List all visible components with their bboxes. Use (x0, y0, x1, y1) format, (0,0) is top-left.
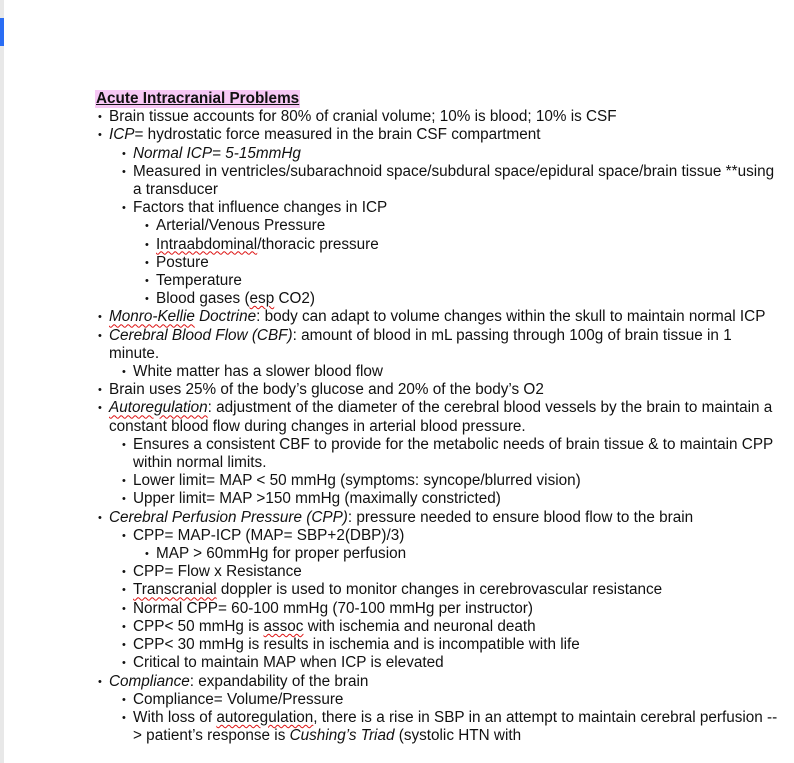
list-item (95, 490, 785, 508)
item-text: : adjustment of the diameter of the cerebral blood vessels by the brain to maintain a constant blood flow during changes in arterial blood pressure. (109, 399, 773, 435)
item-text: Critical to maintain MAP when ICP is elevated (133, 654, 444, 672)
bullet-marker: • (145, 256, 149, 269)
item-text: : pressure needed to ensure blood flow to the brain (347, 508, 694, 526)
item-text: White matter has a slower blood flow (133, 363, 383, 381)
list-item (95, 308, 785, 326)
item-text: /thoracic pressure (257, 235, 379, 253)
misspelled-word: assoc (263, 617, 304, 635)
list-item (95, 327, 785, 363)
list-item (95, 654, 785, 672)
item-text: Temperature (156, 272, 242, 290)
item-text: Normal CPP= 60-100 mmHg (70-100 mmHg per instructor) (133, 599, 533, 617)
list-item (95, 381, 785, 399)
list-item (95, 254, 785, 272)
item-text: CPP< 30 mmHg is results in ischemia and is incompatible with life (133, 636, 580, 654)
bullet-marker: • (145, 275, 149, 288)
item-term: ICP (109, 126, 135, 144)
bullet-marker: • (122, 620, 126, 633)
bullet-marker: • (122, 475, 126, 488)
list-item (95, 126, 785, 144)
misspelled-word: esp (249, 290, 275, 308)
list-item (95, 290, 785, 308)
list-item (95, 436, 785, 472)
document-title: Acute Intracranial Problems (96, 90, 300, 107)
bullet-marker: • (145, 293, 149, 306)
bullet-marker: • (98, 111, 102, 124)
item-term: Autoregulation (109, 399, 208, 417)
list-item (95, 217, 785, 235)
item-text: : expandability of the brain (189, 672, 369, 690)
list-item (95, 563, 785, 581)
list-item (95, 691, 785, 709)
document-body (95, 90, 785, 745)
item-text: with ischemia and neuronal death (303, 617, 536, 635)
item-term: Cerebral Perfusion Pressure (CPP) (109, 508, 348, 526)
item-text: MAP > 60mmHg for proper perfusion (156, 545, 407, 563)
list-item (95, 618, 785, 636)
item-text: Arterial/Venous Pressure (156, 217, 326, 235)
list-item (95, 363, 785, 381)
bullet-marker: • (122, 639, 126, 652)
item-text: Factors that influence changes in ICP (133, 199, 388, 217)
left-window-edge (0, 0, 4, 763)
list-item (95, 145, 785, 163)
item-text: CPP= MAP-ICP (MAP= SBP+2(DBP)/3) (133, 526, 405, 544)
item-text: Brain uses 25% of the body’s glucose and 20% of the body’s O2 (109, 381, 544, 399)
bullet-marker: • (122, 493, 126, 506)
item-text: With loss of (133, 708, 217, 726)
bullet-marker: • (122, 438, 126, 451)
item-text: = hydrostatic force measured in the brain CSF compartment (134, 126, 541, 144)
item-text: : body can adapt to volume changes within the skull to maintain normal ICP (256, 308, 766, 326)
bullet-marker: • (122, 147, 126, 160)
item-text: Lower limit= MAP < 50 mmHg (symptoms: syncope/blurred vision) (133, 472, 581, 490)
list-item (95, 709, 785, 745)
bullet-marker: • (122, 366, 126, 379)
misspelled-word: Intraabdominal (156, 235, 258, 253)
list-item (95, 636, 785, 654)
bullet-marker: • (122, 657, 126, 670)
bullet-marker: • (98, 311, 102, 324)
window-accent (0, 18, 4, 46)
bullet-marker: • (122, 584, 126, 597)
bullet-marker: • (145, 548, 149, 561)
bullet-marker: • (122, 165, 126, 178)
bullet-marker: • (122, 202, 126, 215)
list-item (95, 399, 785, 435)
list-item (95, 272, 785, 290)
item-text: CPP= Flow x Resistance (133, 563, 302, 581)
bullet-marker: • (122, 693, 126, 706)
list-item (95, 581, 785, 599)
list-item (95, 472, 785, 490)
list-item (95, 236, 785, 254)
bullet-marker: • (145, 238, 149, 251)
bullet-marker: • (98, 675, 102, 688)
list-item (95, 527, 785, 545)
item-text: CPP< 50 mmHg is (133, 617, 264, 635)
bullet-marker: • (98, 384, 102, 397)
item-text: Ensures a consistent CBF to provide for the metabolic needs of brain tissue & to maintain CPP within normal limits. (133, 435, 773, 472)
list-item (95, 163, 785, 199)
item-text: Upper limit= MAP >150 mmHg (maximally constricted) (133, 490, 501, 508)
bullet-marker: • (122, 602, 126, 615)
item-text: CO2) (274, 290, 316, 308)
bullet-marker: • (145, 220, 149, 233)
item-text: Posture (156, 253, 209, 271)
bullet-marker: • (98, 511, 102, 524)
bullet-marker: • (122, 566, 126, 579)
bullet-marker: • (122, 711, 126, 724)
list-item (95, 199, 785, 217)
item-text: doppler is used to monitor changes in cerebrovascular resistance (216, 581, 663, 599)
bullet-marker: • (98, 402, 102, 415)
list-item (95, 545, 785, 563)
list-item (95, 600, 785, 618)
list-item (95, 108, 785, 126)
item-text: Compliance= Volume/Pressure (133, 690, 344, 708)
bullet-marker: • (98, 329, 102, 342)
list-item (95, 509, 785, 527)
bullet-marker: • (122, 529, 126, 542)
item-text: Blood gases ( (156, 290, 250, 308)
item-term: Cushing’s Triad (289, 727, 395, 745)
list-item (95, 673, 785, 691)
item-term: Normal ICP= 5-15mmHg (133, 144, 301, 162)
bullet-list (95, 108, 785, 745)
item-text: , there is a rise in SBP in an attempt to maintain cerebral perfusion --> patient’s response is (133, 708, 778, 745)
item-text: Measured in ventricles/subarachnoid space/subdural space/epidural space/brain tissue **using a transducer (133, 162, 775, 199)
item-text: (systolic HTN with (394, 727, 522, 745)
item-text: : amount of blood in mL passing through 100g of brain tissue in 1 minute. (109, 326, 732, 362)
item-term: Cerebral Blood Flow (CBF) (109, 326, 293, 344)
misspelled-word: Transcranial (133, 581, 217, 599)
bullet-marker: • (98, 129, 102, 142)
misspelled-word: autoregulation (216, 708, 314, 726)
item-term: Compliance (109, 672, 190, 690)
item-term: Monro-Kellie Doctrine (109, 308, 257, 326)
item-text: Brain tissue accounts for 80% of cranial volume; 10% is blood; 10% is CSF (109, 108, 617, 126)
